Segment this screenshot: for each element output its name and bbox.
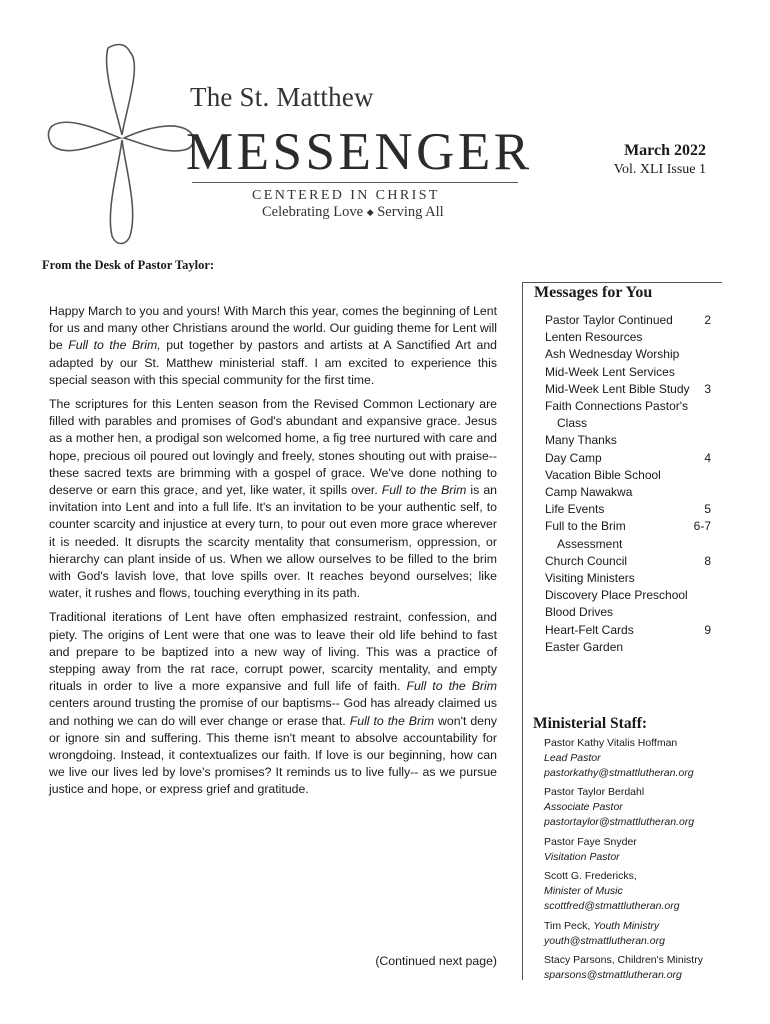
toc-item-title: Visiting Ministers xyxy=(545,571,635,586)
staff-name: Pastor Taylor Berdahl xyxy=(544,786,645,799)
staff-entry xyxy=(544,953,720,983)
staff-entry xyxy=(544,919,720,949)
sidebar-top-border xyxy=(522,282,722,283)
toc-item xyxy=(545,604,711,621)
staff-name: Stacy Parsons, Children's Ministry xyxy=(544,954,703,967)
toc-item xyxy=(545,467,711,484)
article-paragraph: Happy March to you and yours! With March this year, comes the beginning of Lent for us and many other Christians around the world. Our guiding theme for Lent will be Full to the Brim, put together by pastors and artists at A Sanctified Art and adapted by our St. Matthew ministerial staff. I am excited to experience this special season with this special community for the first time. xyxy=(49,304,497,387)
article-paragraph: Traditional iterations of Lent have often emphasized restraint, confession, and piety. The origins of Lent were that one was to leave their old life behind to fast and prepare to be baptized into a new way of living. This was a practice of stepping away from the rat race, corrupt power, scarcity mentality, and empty rituals in order to live a more expansive and full life of faith. Full to the Brim centers around trusting the promise of our baptisms-- God has already claimed us and nothing we can do will ever change or erase that. Full to the Brim won't deny or ignore sin and suffering. This theme isn't meant to absolve accountability for wrongdoing. Instead, it contextualizes our faith. If love is our beginning, how can we live our lives led by love's promises? It reminds us to live fully-- as we pursue justice and hope, or express grief and gratitude. xyxy=(49,610,498,797)
toc-item-title: Mid-Week Lent Bible Study xyxy=(545,381,690,396)
toc-item-title: Camp Nawakwa xyxy=(545,485,633,500)
staff-name: Pastor Faye Snyder xyxy=(544,835,637,848)
main-article xyxy=(49,303,497,806)
staff-entry xyxy=(544,736,720,780)
cross-logo-icon xyxy=(46,40,196,250)
toc-item-title: Church Council xyxy=(545,553,628,568)
staff-role: Youth Ministry xyxy=(593,919,660,932)
toc-item-title: Full to the Brim Assessment xyxy=(545,519,626,551)
toc-item-page xyxy=(707,346,711,363)
toc-item-title: Heart-Felt Cards xyxy=(545,622,634,637)
continued-note: (Continued next page) xyxy=(375,954,497,968)
toc-item xyxy=(545,518,711,552)
toc-item xyxy=(545,501,711,518)
toc-item xyxy=(545,329,711,346)
toc-item xyxy=(545,346,711,363)
staff-role: Minister of Music xyxy=(544,885,623,898)
toc-item xyxy=(545,398,711,432)
toc-item-page xyxy=(707,484,711,501)
toc-item-title: Life Events xyxy=(545,502,605,517)
toc-item-page xyxy=(707,467,711,484)
toc-item xyxy=(545,570,711,587)
toc-item-page xyxy=(707,587,711,604)
toc-item-page: 6-7 xyxy=(693,519,711,534)
staff-email-link[interactable]: scottfred@stmattlutheran.org xyxy=(544,899,680,912)
toc-item xyxy=(545,432,711,449)
toc-item-page xyxy=(707,364,711,381)
toc-item-title: Faith Connections Pastor's Class xyxy=(545,399,689,431)
toc-item-title: Vacation Bible School xyxy=(545,467,661,482)
masthead-divider xyxy=(192,182,518,183)
toc-item-page xyxy=(707,329,711,346)
toc-item xyxy=(545,450,711,467)
toc-item-page: 5 xyxy=(704,502,711,517)
toc-item-title: Day Camp xyxy=(545,450,602,465)
staff-heading: Ministerial Staff: xyxy=(533,715,648,732)
toc-item-page xyxy=(707,639,711,656)
toc-item-page xyxy=(707,604,711,621)
staff-email-link[interactable]: sparsons@stmattlutheran.org xyxy=(544,969,682,982)
toc-item-title: Discovery Place Preschool xyxy=(545,588,688,603)
messages-heading: Messages for You xyxy=(534,284,653,301)
diamond-bullet-icon: ◆ xyxy=(366,207,374,218)
toc-item xyxy=(545,381,711,398)
staff-list xyxy=(544,736,720,988)
toc-item-title: Lenten Resources xyxy=(545,330,643,345)
toc-item xyxy=(545,312,711,329)
tagline-right: Serving All xyxy=(377,204,444,220)
staff-entry xyxy=(544,869,720,913)
toc-item-title: Pastor Taylor Continued xyxy=(545,313,673,327)
toc-item xyxy=(545,639,711,656)
staff-email-link[interactable]: pastortaylor@stmattlutheran.org xyxy=(544,815,695,828)
toc-item-title: Mid-Week Lent Services xyxy=(545,364,675,379)
masthead-subtitle: The St. Matthew xyxy=(190,82,374,112)
toc-item-page: 4 xyxy=(704,450,711,465)
toc-item-page: 9 xyxy=(704,622,711,637)
issue-date: March 2022 xyxy=(624,142,706,159)
staff-email-link[interactable]: pastorkathy@stmattlutheran.org xyxy=(544,766,694,779)
tagline-centered: CENTERED IN CHRIST xyxy=(252,188,440,203)
toc-item xyxy=(545,587,711,604)
staff-name: Pastor Kathy Vitalis Hoffman xyxy=(544,737,678,749)
issue-volume: Vol. XLI Issue 1 xyxy=(613,162,706,177)
tagline-left: Celebrating Love xyxy=(262,204,364,220)
section-heading: From the Desk of Pastor Taylor: xyxy=(42,258,215,272)
toc-item-page: 8 xyxy=(704,553,711,568)
toc-item-page xyxy=(707,570,711,587)
staff-entry xyxy=(544,835,720,865)
sidebar-left-border xyxy=(522,282,523,980)
toc-item xyxy=(545,553,711,570)
masthead-title: MESSENGER xyxy=(186,123,533,181)
toc-item-title: Blood Drives xyxy=(545,605,614,620)
toc-item xyxy=(545,364,711,381)
staff-email-link[interactable]: youth@stmattlutheran.org xyxy=(544,934,665,947)
tagline-celebrating xyxy=(262,204,444,221)
table-of-contents xyxy=(545,312,711,656)
article-paragraph: The scriptures for this Lenten season from the Revised Common Lectionary are filled with parables and promises of God's abundant and expansive grace. Jesus as a mother hen, a prodigal son welcomed home, a fig tree nurtured with care and hope, precious oil poured out lovingly and freely, stones shouting out with praise-- these sacred texts are brimming with a gospel of grace. We've done nothing to deserve or earn this grace, and yet, like water, it spills over. Full to the Brim is an invitation into Lent and into a full life. It's an invitation to be your authentic self, to counter scarcity and injustice at every turn, to pour out even more grace wherever it is needed. It disrupts the scarcity mentality that consumerism, oppression, or hierarchy can plant inside of us. When we allow ourselves to be filled to the brim with God's lavish love, that love spills over. It reaches beyond ourselves; like water, it rushes and flows, touching everything in its path. xyxy=(49,397,497,601)
toc-item-title: Easter Garden xyxy=(545,639,624,654)
toc-item-title: Many Thanks xyxy=(545,433,617,448)
toc-item xyxy=(545,484,711,501)
staff-role: Visitation Pastor xyxy=(544,850,620,863)
staff-name: Scott G. Fredericks, xyxy=(544,870,637,883)
toc-item-page: 3 xyxy=(704,381,711,396)
staff-name: Tim Peck, Youth Ministry xyxy=(544,919,660,932)
toc-item xyxy=(545,622,711,639)
staff-role: Associate Pastor xyxy=(544,801,623,814)
toc-item-page: 2 xyxy=(704,313,711,327)
toc-item-page xyxy=(707,432,711,449)
staff-entry xyxy=(544,785,720,829)
toc-item-page xyxy=(707,398,711,432)
staff-role: Lead Pastor xyxy=(544,751,601,764)
toc-item-title: Ash Wednesday Worship xyxy=(545,347,680,362)
